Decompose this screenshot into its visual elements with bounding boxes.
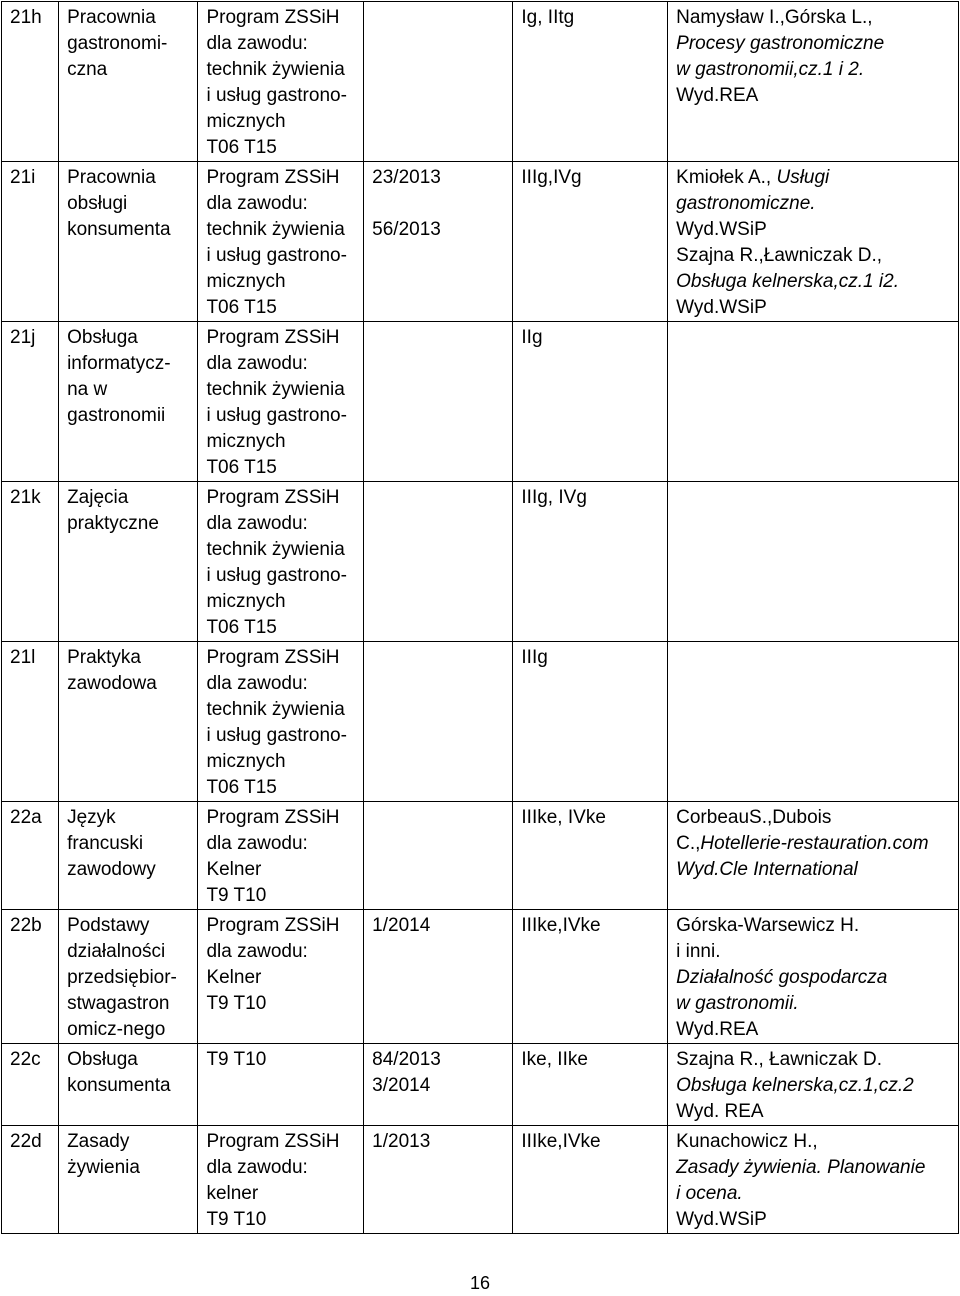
program-cell: Program ZSSiH dla zawodu: technik żywienia i usług gastrono- micznych T06 T15 — [198, 162, 364, 322]
row-number: 22b — [2, 910, 59, 1044]
textbook-authors: Górska-Warsewicz H. i inni. — [676, 915, 860, 962]
textbook-cell — [668, 162, 959, 322]
program-cell: Program ZSSiH dla zawodu: technik żywienia i usług gastrono- micznych T06 T15 — [198, 482, 364, 642]
class-levels: IIg — [513, 322, 668, 482]
row-number: 21i — [2, 162, 59, 322]
textbook-authors: Kmiołek A., — [676, 167, 777, 188]
curriculum-table — [1, 1, 959, 1234]
program-cell: Program ZSSiH dla zawodu: technik żywienia i usług gastrono- micznych T06 T15 — [198, 642, 364, 802]
textbook-title: Zasady żywienia. Planowanie i ocena. — [676, 1157, 926, 1204]
class-levels: IIIg, IVg — [513, 482, 668, 642]
table-row — [2, 1126, 959, 1234]
textbook-publisher: Wyd.REA — [676, 85, 759, 106]
textbook-authors: Namysław I.,Górska L., — [676, 7, 873, 28]
approval-number — [364, 642, 513, 802]
subject-name: Zajęcia praktyczne — [59, 482, 198, 642]
textbook-cell — [668, 2, 959, 162]
row-number: 21l — [2, 642, 59, 802]
textbook-publisher: Wyd.WSiP Szajna R.,Ławniczak D., — [676, 219, 883, 266]
textbook-title: Hotellerie-restauration.com Wyd.Cle International — [676, 833, 929, 880]
textbook-cell — [668, 910, 959, 1044]
table-row — [2, 802, 959, 910]
program-cell: Program ZSSiH dla zawodu: kelner T9 T10 — [198, 1126, 364, 1234]
subject-name: Praktyka zawodowa — [59, 642, 198, 802]
class-levels: IIIke, IVke — [513, 802, 668, 910]
subject-name: Zasady żywienia — [59, 1126, 198, 1234]
textbook-publisher: Wyd.REA — [676, 1019, 759, 1040]
approval-number: 1/2013 — [364, 1126, 513, 1234]
table-row — [2, 642, 959, 802]
approval-number: 1/2014 — [364, 910, 513, 1044]
table-row — [2, 162, 959, 322]
table-row — [2, 910, 959, 1044]
textbook-publisher: Wyd. REA — [676, 1101, 764, 1122]
subject-name: Pracownia obsługi konsumenta — [59, 162, 198, 322]
page-number: 16 — [469, 1273, 491, 1293]
row-number: 22d — [2, 1126, 59, 1234]
class-levels: Ike, IIke — [513, 1044, 668, 1126]
textbook-authors: Szajna R., Ławniczak D. — [676, 1049, 883, 1070]
textbook-title: Usługi gastronomiczne. — [676, 167, 830, 214]
textbook-cell — [668, 1044, 959, 1126]
textbook-publisher: Wyd.WSiP — [676, 1209, 767, 1230]
textbook-cell — [668, 322, 959, 482]
approval-number — [364, 322, 513, 482]
table-row — [2, 1044, 959, 1126]
subject-name: Obsługa informatycz- na w gastronomii — [59, 322, 198, 482]
table-row — [2, 482, 959, 642]
textbook-authors: Kunachowicz H., — [676, 1131, 818, 1152]
subject-name: Podstawy działalności przedsiębior- stwagastron omicz-nego — [59, 910, 198, 1044]
approval-number — [364, 802, 513, 910]
table-row — [2, 2, 959, 162]
program-cell: Program ZSSiH dla zawodu: technik żywienia i usług gastrono- micznych T06 T15 — [198, 322, 364, 482]
row-number: 21j — [2, 322, 59, 482]
approval-number — [364, 2, 513, 162]
approval-number: 23/2013 56/2013 — [364, 162, 513, 322]
textbook-title-2: Obsługa kelnerska,cz.1 i2. — [676, 271, 899, 292]
class-levels: IIIke,IVke — [513, 910, 668, 1044]
textbook-publisher-2: Wyd.WSiP — [676, 297, 767, 318]
textbook-cell — [668, 482, 959, 642]
program-cell: Program ZSSiH dla zawodu: Kelner T9 T10 — [198, 802, 364, 910]
program-cell: Program ZSSiH dla zawodu: Kelner T9 T10 — [198, 910, 364, 1044]
class-levels: IIIg — [513, 642, 668, 802]
approval-number: 84/2013 3/2014 — [364, 1044, 513, 1126]
row-number: 21h — [2, 2, 59, 162]
class-levels: IIIg,IVg — [513, 162, 668, 322]
textbook-title: Działalność gospodarcza w gastronomii. — [676, 967, 888, 1014]
row-number: 21k — [2, 482, 59, 642]
textbook-cell — [668, 642, 959, 802]
program-cell: T9 T10 — [198, 1044, 364, 1126]
textbook-cell — [668, 802, 959, 910]
textbook-title: Procesy gastronomiczne w gastronomii,cz.1 i 2. — [676, 33, 885, 80]
textbook-authors: CorbeauS.,Dubois C., — [676, 807, 832, 854]
class-levels: Ig, IItg — [513, 2, 668, 162]
subject-name: Pracownia gastronomi- czna — [59, 2, 198, 162]
row-number: 22c — [2, 1044, 59, 1126]
program-cell: Program ZSSiH dla zawodu: technik żywienia i usług gastrono- micznych T06 T15 — [198, 2, 364, 162]
table-row — [2, 322, 959, 482]
row-number: 22a — [2, 802, 59, 910]
approval-number — [364, 482, 513, 642]
textbook-cell — [668, 1126, 959, 1234]
textbook-title: Obsługa kelnerska,cz.1,cz.2 — [676, 1075, 914, 1096]
subject-name: Język francuski zawodowy — [59, 802, 198, 910]
class-levels: IIIke,IVke — [513, 1126, 668, 1234]
subject-name: Obsługa konsumenta — [59, 1044, 198, 1126]
